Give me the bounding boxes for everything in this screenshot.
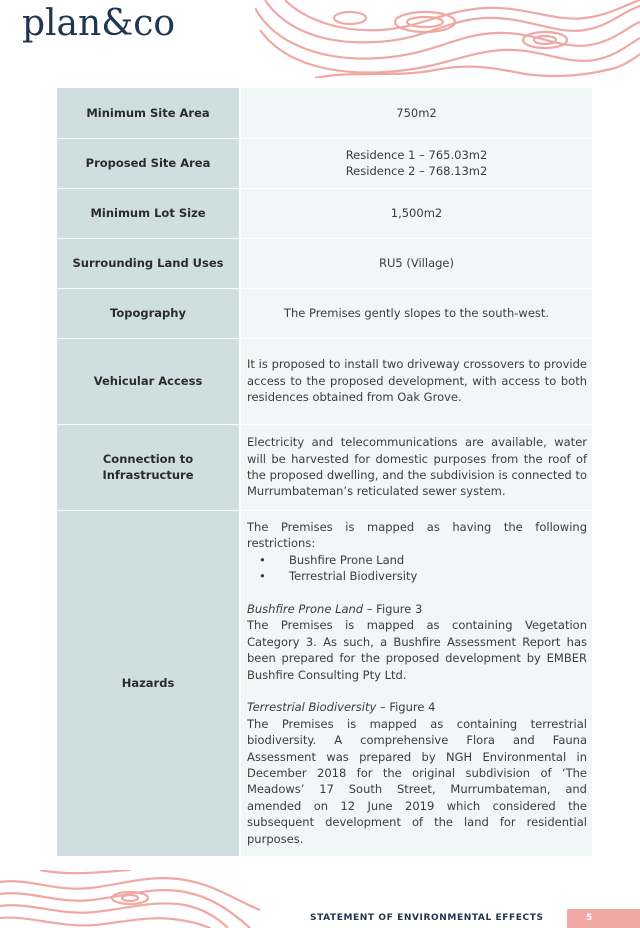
row-value [240,138,592,188]
table-row [57,338,592,424]
row-label: Hazards [57,510,240,856]
row-value: Electricity and telecommunications are available, water will be harvested for domestic purposes from the roof of the proposed dwelling, and the subdivision is connected to Murrumbateman’s reticulated sewer system. [240,424,592,510]
biodiversity-heading: Terrestrial Biodiversity – Figure 4 [247,700,436,715]
biodiversity-text: The Premises is mapped as containing terrestrial biodiversity. A comprehensive Flora and Fauna Assessment was prepared by NGH Environmental in December 2018 for the original subdivision of ‘The Meadows’ 17 South Street, Murrumbateman, and amended on 12 June 2019 which considered the subsequent development of the land for residential purposes. [247,716,587,846]
table-row [57,188,592,238]
topographic-decoration-bottom [0,870,260,928]
table-row [57,138,592,188]
company-logo: plan&co [22,3,176,44]
row-label: Connection to Infrastructure [57,424,240,510]
row-value: 1,500m2 [240,188,592,238]
list-item: • Bushfire Prone Land [259,552,405,567]
list-item: • Terrestrial Biodiversity [259,569,418,584]
row-value: The Premises gently slopes to the south-west. [240,288,592,338]
footer-document-title: STATEMENT OF ENVIRONMENTAL EFFECTS [310,913,544,923]
bushfire-text: The Premises is mapped as containing Vegetation Category 3. As such, a Bushfire Assessment Report has been prepared for the proposed development by EMBER Bushfire Consulting Pty Ltd. [247,618,587,682]
table-row [57,510,592,856]
row-label: Topography [57,288,240,338]
residence-2-area: Residence 2 – 768.13m2 [345,164,488,178]
residence-1-area: Residence 1 – 765.03m2 [345,147,488,162]
topographic-decoration-top [255,0,640,78]
page-number-box [567,909,640,928]
table-row [57,88,592,138]
bushfire-heading: Bushfire Prone Land – Figure 3 [247,601,423,616]
row-label: Vehicular Access [57,338,240,424]
table-row [57,288,592,338]
row-label: Surrounding Land Uses [57,238,240,288]
row-label: Minimum Site Area [57,88,240,138]
table-row [57,424,592,510]
row-value: 750m2 [240,88,592,138]
site-details-table [57,88,592,857]
hazards-details [240,510,592,856]
page-number: 5 [586,913,593,923]
row-value: RU5 (Village) [240,238,592,288]
hazards-intro: The Premises is mapped as having the following restrictions: [247,519,587,551]
table-row [57,238,592,288]
row-value: It is proposed to install two driveway crossovers to provide access to the proposed development, with access to both residences obtained from Oak Grove. [240,338,592,424]
row-label: Proposed Site Area [57,138,240,188]
row-label: Minimum Lot Size [57,188,240,238]
